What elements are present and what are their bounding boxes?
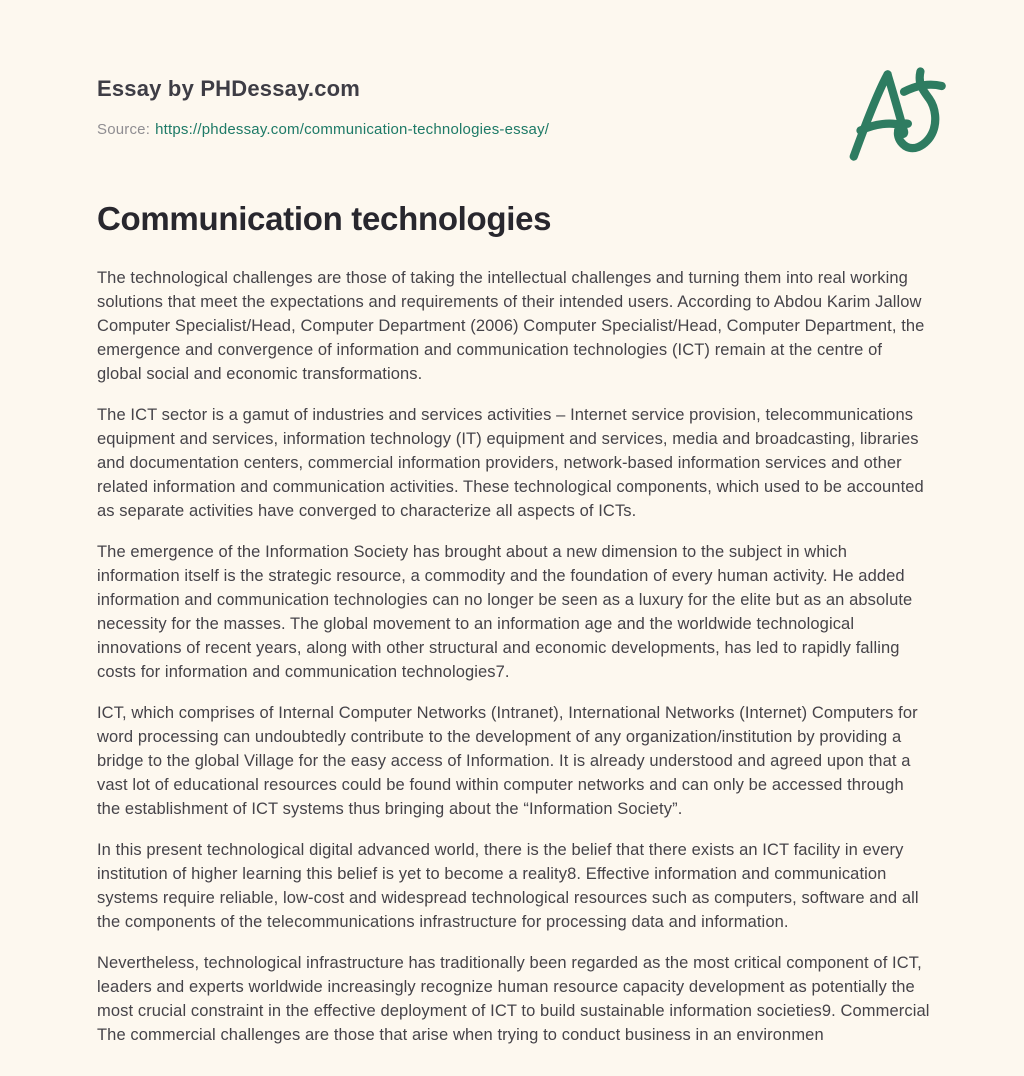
essay-paragraph-6: Nevertheless, technological infrastructure has traditionally been regarded as the most critical component of ICT, leaders and experts worldwide increasingly recognize human resource capacity development as potentially the most crucial constraint in the effective deployment of ICT to build sustainable information societies9. Commercial The commercial challenges are those that arise when trying to conduct business in an environmen — [97, 954, 930, 1044]
source-link[interactable]: https://phdessay.com/communication-technologies-essay/ — [155, 121, 550, 138]
essay-paragraph-2: The ICT sector is a gamut of industries and services activities – Internet service provision, telecommunications equipment and services, information technology (IT) equipment and services, media and broadcasting, libraries and documentation centers, commercial information providers, network-based information services and other related information and communication activities. These technological components, which used to be accounted as separate activities have converged to characterize all aspects of ICTs. — [97, 406, 924, 520]
page-header — [97, 76, 930, 138]
source-line — [97, 121, 930, 138]
essay-title: Communication technologies — [97, 200, 552, 237]
source-label: Source: — [97, 121, 151, 138]
essay-paragraph-5: In this present technological digital advanced world, there is the belief that there exists an ICT facility in every institution of higher learning this belief is yet to become a reality8. Effective information and communication systems require reliable, low-cost and widespread technological resources such as computers, software and all the components of the telecommunications infrastructure for processing data and information. — [97, 841, 919, 931]
a-plus-logo-icon — [846, 66, 962, 164]
essay-body — [97, 266, 930, 1047]
essay-content — [97, 200, 930, 1047]
essay-paragraph-3: The emergence of the Information Society has brought about a new dimension to the subject in which information itself is the strategic resource, a commodity and the foundation of every human activity. He added information and communication technologies can no longer be seen as a luxury for the elite but as an absolute necessity for the masses. The global movement to an information age and the worldwide technological innovations of recent years, along with other structural and economic developments, has led to rapidly falling costs for information and communication technologies7. — [97, 543, 913, 681]
essay-paragraph-1: The technological challenges are those of taking the intellectual challenges and turning them into real working solutions that meet the expectations and requirements of their intended users. According to Abdou Karim Jallow Computer Specialist/Head, Computer Department (2006) Computer Specialist/Head, Computer Department, the emergence and convergence of information and communication technologies (ICT) remain at the centre of global social and economic transformations. — [97, 269, 925, 383]
essay-paragraph-4: ICT, which comprises of Internal Computer Networks (Intranet), International Networks (Internet) Computers for word processing can undoubtedly contribute to the development of any organization/institution by providing a bridge to the global Village for the easy access of Information. It is already understood and agreed upon that a vast lot of educational resources could be found within computer networks and can only be accessed through the establishment of ICT systems thus bringing about the “Information Society”. — [97, 704, 918, 818]
brand-title: Essay by PHDessay.com — [97, 76, 361, 101]
